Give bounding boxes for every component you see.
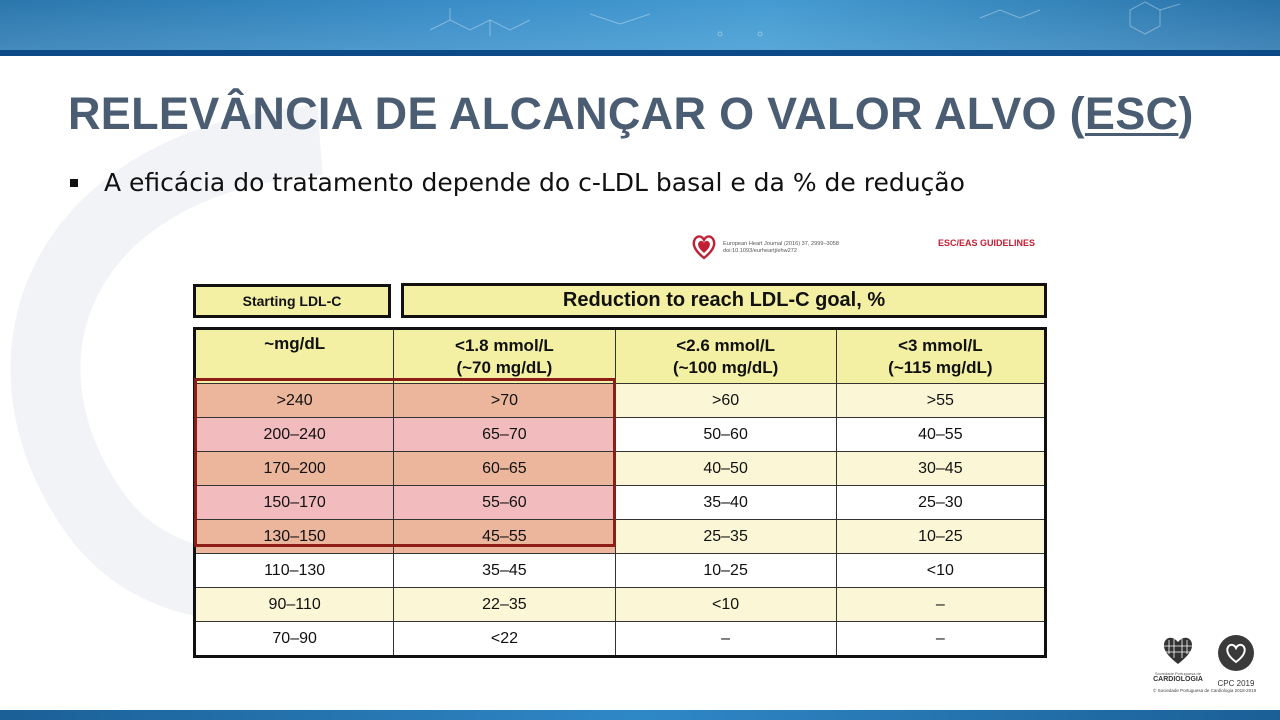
table-row	[195, 384, 1046, 418]
column-header-line: ~mg/dL	[264, 334, 326, 353]
table-cell: 70–90	[195, 622, 394, 657]
table-cell: <10	[836, 554, 1045, 588]
reduction-goal-header: Reduction to reach LDL-C goal, %	[401, 283, 1047, 318]
table-row	[195, 486, 1046, 520]
spc-logo	[1152, 634, 1204, 683]
table-cell: 90–110	[195, 588, 394, 622]
column-header-line: (~115 mg/dL)	[888, 357, 993, 377]
table-cell: 110–130	[195, 554, 394, 588]
table-cell: 65–70	[394, 418, 615, 452]
column-header-2-6	[615, 329, 836, 384]
journal-line-2: doi:10.1093/eurheartj/ehw272	[723, 248, 798, 254]
spc-main-text: CARDIOLOGIA	[1153, 676, 1203, 683]
table-cell: 10–25	[836, 520, 1045, 554]
spc-heart-logo-icon	[1160, 634, 1196, 666]
table-row	[195, 622, 1046, 657]
table-cell: 60–65	[394, 452, 615, 486]
esc-heart-logo-icon	[690, 232, 718, 262]
bottom-bar	[0, 710, 1280, 720]
title-text: RELEVÂNCIA DE ALCANÇAR O VALOR ALVO (	[68, 88, 1085, 139]
ldl-reduction-table	[193, 327, 1047, 658]
table-cell: 35–40	[615, 486, 836, 520]
table-cell: 45–55	[394, 520, 615, 554]
table-header-row	[195, 329, 1046, 384]
cpc-heart-logo-icon	[1217, 634, 1255, 672]
copyright-text: © Sociedade Portuguesa de Cardiologia 2018-2019	[1153, 688, 1257, 693]
title-esc-link: ESC	[1084, 88, 1179, 139]
table-row	[195, 452, 1046, 486]
journal-reference	[723, 241, 839, 255]
journal-line-1: European Heart Journal (2016) 37, 2999–3058	[723, 241, 839, 247]
square-bullet-icon	[70, 179, 78, 187]
column-header-1-8	[394, 329, 615, 384]
slide-title	[68, 88, 1194, 140]
table-cell: 150–170	[195, 486, 394, 520]
table-cell: 10–25	[615, 554, 836, 588]
table-cell: 50–60	[615, 418, 836, 452]
table-cell: 40–50	[615, 452, 836, 486]
column-header-line: (~70 mg/dL)	[456, 357, 553, 377]
table-cell: <10	[615, 588, 836, 622]
bullet-text: A eficácia do tratamento depende do c-LDL basal e da % de redução	[104, 168, 965, 197]
guidelines-label: ESC/EAS GUIDELINES	[938, 238, 1036, 248]
table-cell: >70	[394, 384, 615, 418]
table-cell: >60	[615, 384, 836, 418]
spc-small-text: Sociedade Portuguesa de	[1154, 671, 1202, 676]
table-cell: 170–200	[195, 452, 394, 486]
table-cell: 35–45	[394, 554, 615, 588]
column-header-line: <3 mmol/L	[898, 335, 983, 355]
table-cell: 130–150	[195, 520, 394, 554]
starting-ldl-header: Starting LDL-C	[193, 284, 391, 318]
table-cell: –	[836, 588, 1045, 622]
table-cell: 40–55	[836, 418, 1045, 452]
cpc-logo	[1214, 634, 1258, 688]
table-row	[195, 588, 1046, 622]
table-row	[195, 418, 1046, 452]
column-header-line: (~100 mg/dL)	[672, 357, 779, 377]
top-banner	[0, 0, 1280, 56]
bullet-item	[70, 168, 965, 197]
table-cell: –	[615, 622, 836, 657]
column-header-line: <1.8 mmol/L	[455, 335, 554, 355]
column-header-line: <2.6 mmol/L	[676, 335, 775, 355]
table-row	[195, 554, 1046, 588]
table-cell: 25–35	[615, 520, 836, 554]
title-close-paren: )	[1178, 88, 1194, 139]
table-cell: >240	[195, 384, 394, 418]
table-cell: <22	[394, 622, 615, 657]
table-cell: 30–45	[836, 452, 1045, 486]
table-row	[195, 520, 1046, 554]
table-cell: 55–60	[394, 486, 615, 520]
table-cell: 25–30	[836, 486, 1045, 520]
table-cell: 22–35	[394, 588, 615, 622]
table-cell: 200–240	[195, 418, 394, 452]
column-header-3	[836, 329, 1045, 384]
table-cell: >55	[836, 384, 1045, 418]
molecule-pattern-decoration	[0, 0, 1280, 56]
cpc-text: CPC 2019	[1217, 679, 1255, 688]
table-cell: –	[836, 622, 1045, 657]
column-header-mgdl	[195, 329, 394, 384]
